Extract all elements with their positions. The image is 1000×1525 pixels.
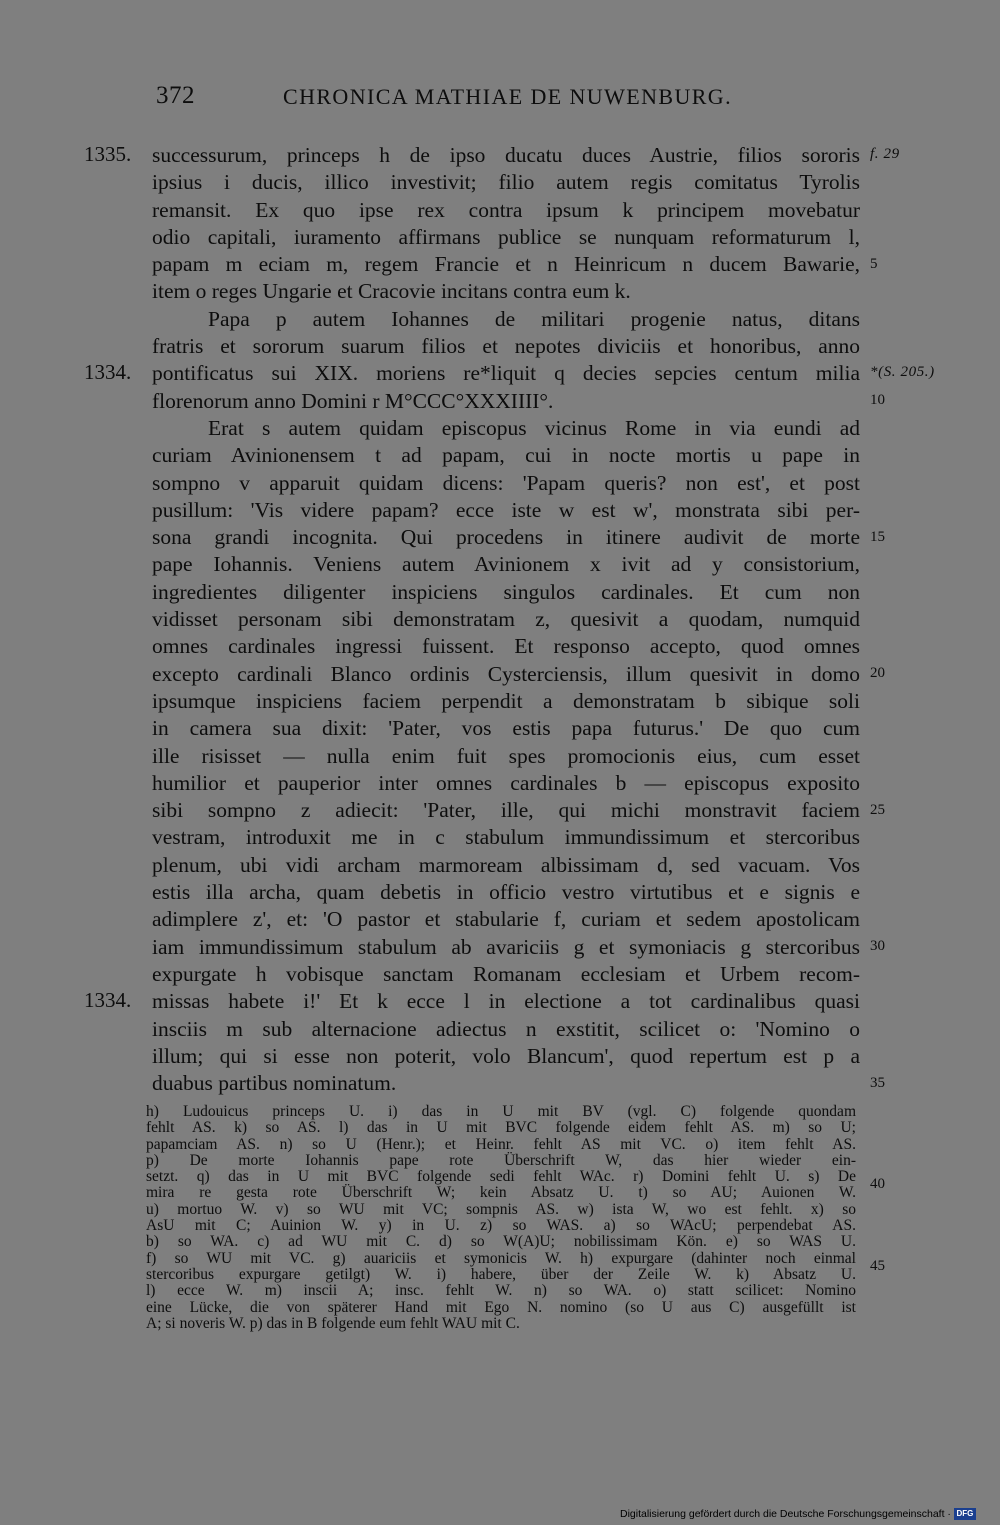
running-title: CHRONICA MATHIAE DE NUWENBURG. xyxy=(283,84,732,109)
line-number: 5 xyxy=(870,256,878,272)
text-line: insciis m sub alternacione adiectus n exstitit, scilicet o: 'Nomino o xyxy=(152,1016,860,1041)
digitization-credit xyxy=(620,1508,976,1520)
text-line: ille risisset — nulla enim fuit spes promocionis eius, cum esset xyxy=(152,743,860,768)
text-line: papam m eciam m, regem Francie et n Heinricum n ducem Bawarie, xyxy=(152,252,860,277)
text-line: missas habete i!' Et k ecce l in electione a tot cardinalibus quasi xyxy=(152,989,860,1014)
text-line: sibi sompno z adiecit: 'Pater, ille, qui michi monstravit faciem xyxy=(152,798,860,823)
footnote-line: papamciam AS. n) so U (Henr.); et Heinr. fehlt AS mit VC. o) item fehlt AS. xyxy=(146,1135,856,1153)
margin-year: 1335. xyxy=(84,142,132,166)
footnote-line: f) so WU mit VC. g) auariciis et symonicis W. h) expurgare (dahinter noch einmal xyxy=(146,1249,856,1267)
text-line: illum; qui si esse non poterit, volo Blancum', quod repertum est p a xyxy=(152,1043,860,1068)
text-line: omnes cardinales ingressi fuissent. Et responso accepto, quod omnes xyxy=(152,634,860,659)
text-line: Papa p autem Iohannes de militari progenie natus, ditans xyxy=(208,306,860,331)
line-number: 25 xyxy=(870,802,885,818)
text-line: plenum, ubi vidi archam marmoream albissimam d, sed vacuam. Vos xyxy=(152,852,860,877)
footnote-line: eine Lücke, die von späterer Hand mit Ego N. nomino (so U aus C) ausgefüllt ist xyxy=(146,1298,856,1316)
text-line: odio capitali, iuramento affirmans publice se nunquam reformaturum l, xyxy=(152,224,860,249)
footnote-line: fehlt AS. k) so AS. l) das in U mit BVC folgende eidem fehlt AS. m) so U; xyxy=(146,1119,856,1137)
footnote-line: p) De morte Iohannis pape rote Überschrift W, das hier wieder ein- xyxy=(146,1151,856,1169)
text-line: sona grandi incognita. Qui procedens in itinere audivit de morte xyxy=(152,525,860,550)
text-line: vidisset personam sibi demonstratam z, quesivit a quodam, numquid xyxy=(152,607,860,632)
footnote-line: l) ecce W. m) inscii A; insc. fehlt W. n) so WA. o) statt scilicet: Nomino xyxy=(146,1282,856,1300)
text-line: ipsius i ducis, illico investivit; filio autem regis comitatus Tyrolis xyxy=(152,170,860,195)
footnote-line: mira re gesta rote Überschrift W; kein Absatz U. t) so AU; Auionen W. xyxy=(146,1184,856,1202)
text-line: adimplere z', et: 'O pastor et stabularie f, curiam et sedem apostolicam xyxy=(152,907,860,932)
margin-year: 1334. xyxy=(84,988,132,1012)
footnote-line: setzt. q) das in U mit BVC folgende sedi fehlt WAc. r) Domini fehlt U. s) De xyxy=(146,1168,856,1186)
text-line: humilior et pauperior inter omnes cardinales b — episcopus exposito xyxy=(152,770,860,795)
text-line: estis illa archa, quam debetis in officio vestro virtutibus et e signis e xyxy=(152,880,860,905)
line-number: 45 xyxy=(870,1258,885,1274)
text-line: ipsumque inspiciens faciem perpendit a demonstratam b sibique soli xyxy=(152,688,860,713)
text-line: pusillum: 'Vis videre papam? ecce iste w est w', monstrata sibi per- xyxy=(152,497,860,522)
text-line: iam immundissimum stabulum ab avariciis g et symoniacis g stercoribus xyxy=(152,934,860,959)
footnote-line: AsU mit C; Auinion W. y) in U. z) so WAS. a) so WAcU; perpendebat AS. xyxy=(146,1217,856,1235)
text-line: remansit. Ex quo ipse rex contra ipsum k principem movebatur xyxy=(152,197,860,222)
dfg-logo: DFG xyxy=(954,1508,976,1520)
text-line: duabus partibus nominatum. xyxy=(152,1071,397,1096)
text-line: curiam Avinionensem t ad papam, cui in nocte mortis u pape in xyxy=(152,443,860,468)
line-number: 10 xyxy=(870,392,885,408)
line-number: 30 xyxy=(870,938,885,954)
footnote-line: A; si noveris W. p) das in B folgende eum fehlt WAU mit C. xyxy=(146,1314,520,1332)
folio-reference: f. 29 xyxy=(870,146,900,162)
line-number: 15 xyxy=(870,529,885,545)
text-line: pontificatus sui XIX. moriens re*liquit q decies sepcies centum milia xyxy=(152,361,860,386)
text-line: item o reges Ungarie et Cracovie incitans contra eum k. xyxy=(152,279,631,304)
line-number: 20 xyxy=(870,665,885,681)
credit-text: Digitalisierung gefördert durch die Deutsche Forschungsgemeinschaft · xyxy=(620,1508,951,1520)
text-line: Erat s autem quidam episcopus vicinus Rome in via eundi ad xyxy=(208,415,860,440)
text-line: pape Iohannis. Veniens autem Avinionem x ivit ad y consistorium, xyxy=(152,552,860,577)
critical-apparatus xyxy=(146,1104,856,1332)
text-line: successurum, princeps h de ipso ducatu duces Austrie, filios sororis xyxy=(152,143,860,167)
footnote-line: stercoribus expurgare getilgt) W. i) habere, über der Zeile W. k) Absatz U. xyxy=(146,1265,856,1283)
text-line: in camera sua dixit: 'Pater, vos estis papa futurus.' De quo cum xyxy=(152,716,860,741)
page-header xyxy=(150,82,860,122)
footnote-line: u) mortuo W. v) so WU mit VC; sompnis AS. w) ista W, wo est fehlt. x) so xyxy=(146,1200,856,1218)
page-number: 372 xyxy=(156,82,195,109)
text-line: ingredientes diligenter inspiciens singulos cardinales. Et cum non xyxy=(152,579,860,604)
main-text xyxy=(152,142,860,1097)
line-number: 35 xyxy=(870,1075,885,1091)
footnote-line: h) Ludouicus princeps U. i) das in U mit BV (vgl. C) folgende quondam xyxy=(146,1103,856,1120)
text-line: sompno v apparuit quidam dicens: 'Papam queris? non est', et post xyxy=(152,470,860,495)
page-reference: *(S. 205.) xyxy=(870,364,935,380)
text-line: florenorum anno Domini r M°CCC°XXXIIII°. xyxy=(152,388,554,413)
text-line: expurgate h vobisque sanctam Romanam ecclesiam et Urbem recom- xyxy=(152,961,860,986)
margin-year: 1334. xyxy=(84,360,132,384)
text-line: fratris et sororum suarum filios et nepotes diviciis et honoribus, anno xyxy=(152,334,860,359)
footnote-line: b) so WA. c) ad WU mit C. d) so W(A)U; nobilissimam Kön. e) so WAS U. xyxy=(146,1233,856,1251)
text-line: excepto cardinali Blanco ordinis Cysterciensis, illum quesivit in domo xyxy=(152,661,860,686)
text-line: vestram, introduxit me in c stabulum immundissimum et stercoribus xyxy=(152,825,860,850)
line-number: 40 xyxy=(870,1176,885,1192)
